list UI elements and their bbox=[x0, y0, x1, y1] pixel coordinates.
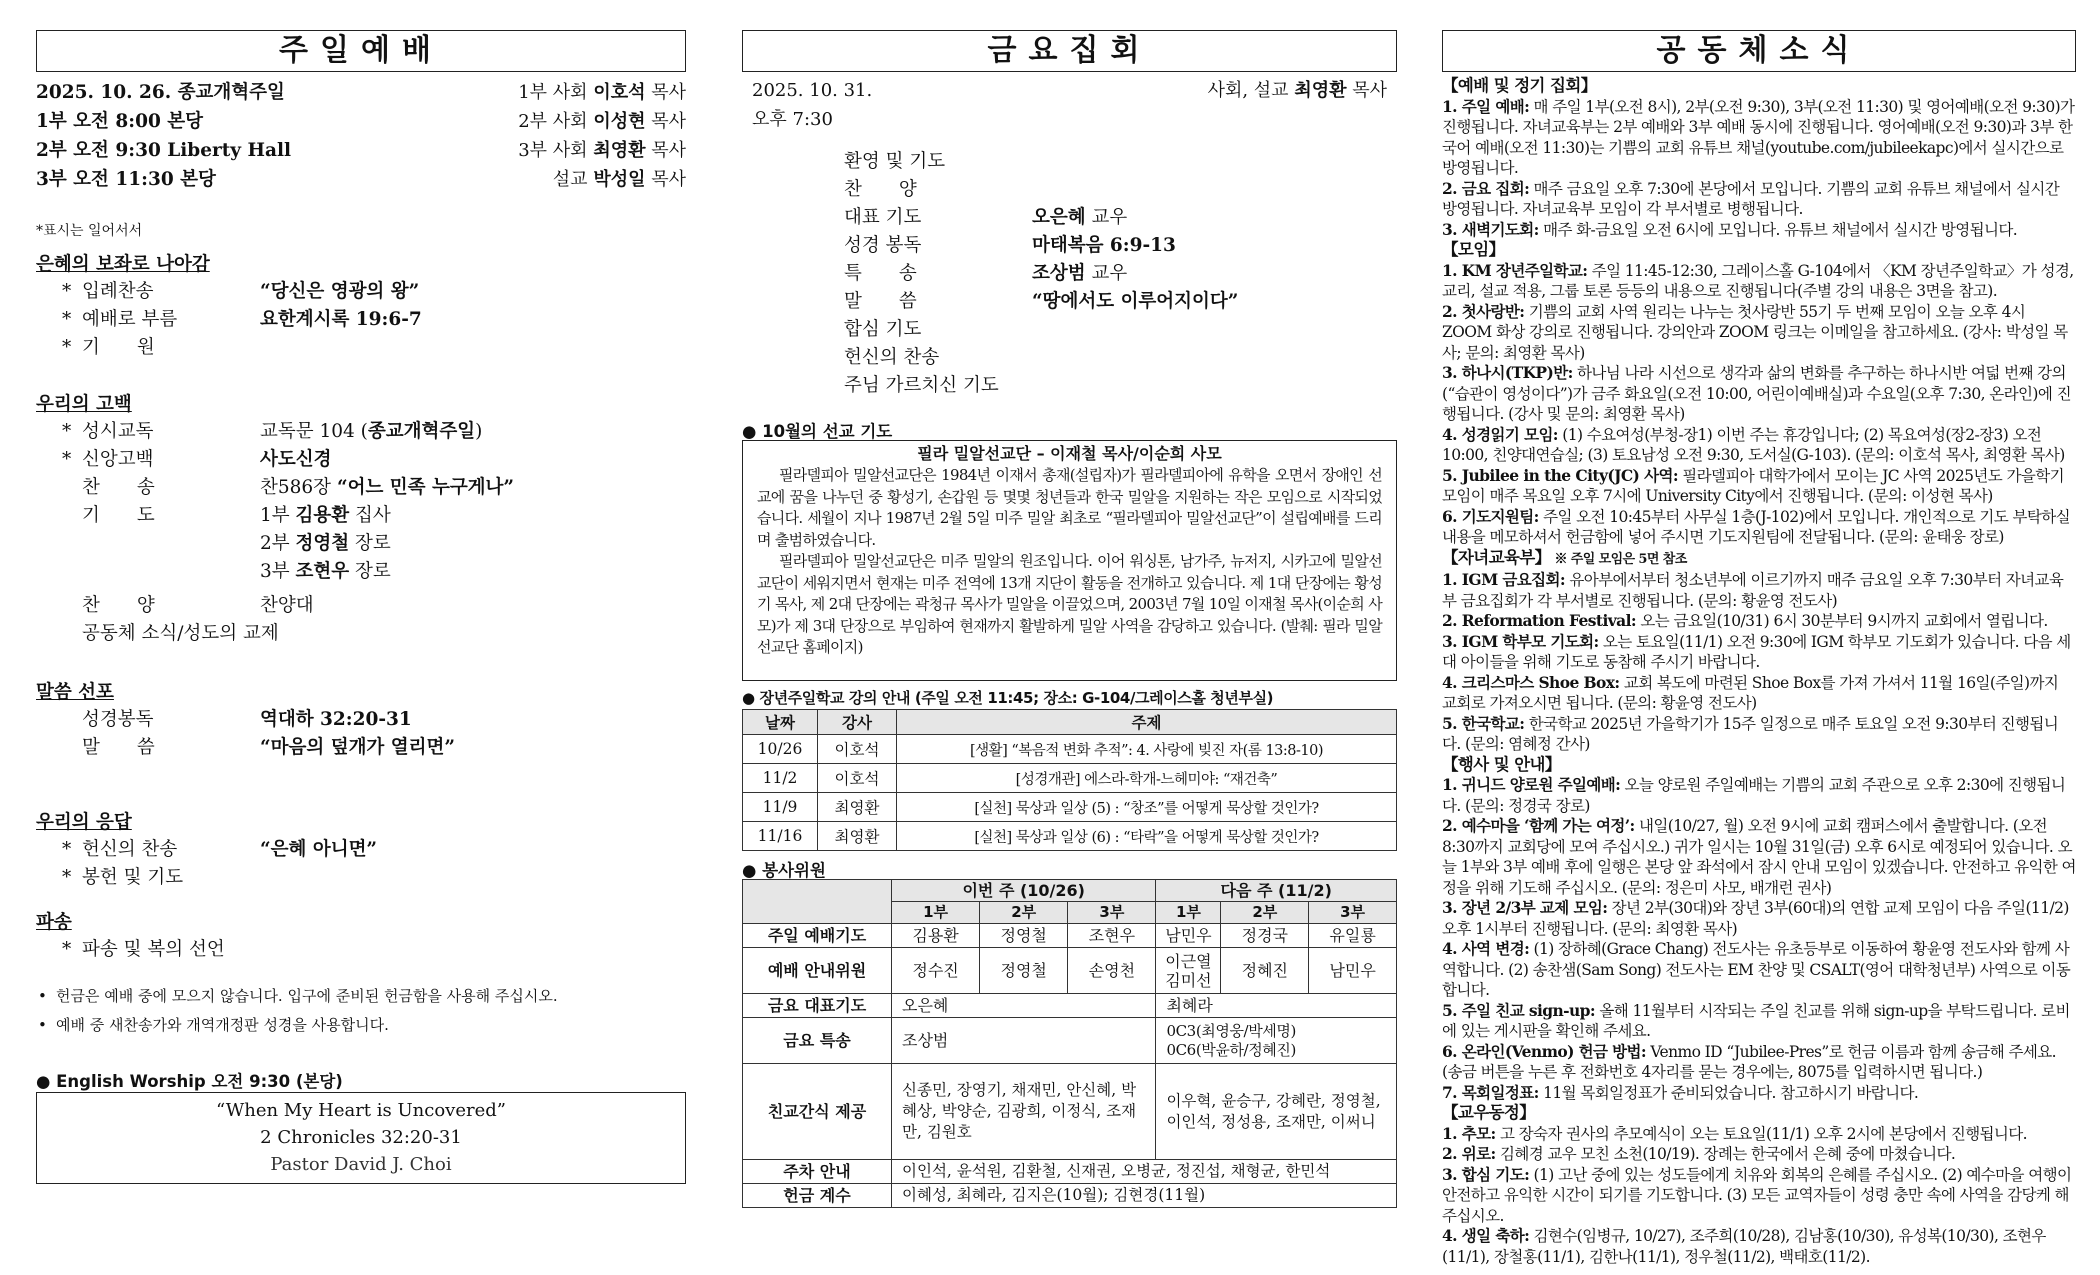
order-item: * 성시교독 교독문 104 (종교개혁주일) bbox=[62, 421, 483, 442]
news-group-title: 【모임】 bbox=[1442, 240, 1505, 259]
news-item: 5. 한국학교: 한국학교 2025년 가을학기가 15주 일정으로 매주 토요일 오전 9:30부터 진행됩니다. (문의: 염혜정 간사) bbox=[1442, 713, 2059, 753]
order-item: 3부 조현우 장로 bbox=[260, 561, 391, 582]
table-row: 금요 대표기도 오은혜 최혜라 bbox=[743, 994, 1397, 1018]
service-leaders bbox=[518, 78, 686, 194]
order-item: 헌신의 찬송 bbox=[844, 347, 940, 368]
news-item: 4. 생일 축하: 김현수(임병규, 10/27), 조주희(10/28), 김남홍(10/30), 유성복(10/30), 조현우(11/1), 장철홍(11/1), 김한나(11/1), 정우철(11/2), 백태호(11/2). bbox=[1442, 1226, 2046, 1266]
section-title: 은혜의 보좌로 나아감 bbox=[36, 254, 210, 275]
friday-order bbox=[742, 148, 1397, 400]
news-item: 4. 크리스마스 Shoe Box: 교회 복도에 마련된 Shoe Box를 가져 가셔서 11월 16일(주일)까지 교회로 가져오시면 됩니다. (문의: 황윤영 전도사) bbox=[1442, 672, 2059, 712]
table-row: 10/26 이호석 [생활] “복음적 변화 추적”: 4. 사랑에 빚진 자(롬 13:8-10) bbox=[743, 735, 1397, 764]
school-heading: ● 장년주일학교 강의 안내 (주일 오전 11:45; 장소: G-104/그레이스홀 청년부실) bbox=[742, 689, 1274, 707]
sermon-title-english: “When My Heart is Uncovered” bbox=[216, 1100, 506, 1121]
order-item: 찬 송 찬586장 “어느 민족 누구게나” bbox=[82, 477, 515, 498]
order-item: 주님 가르치신 기도 bbox=[844, 375, 999, 396]
news-item: 6. 기도지원팀: 주일 오전 10:45부터 사무실 1층(J-102)에서 모입니다. 개인적으로 기도 부탁하실 내용을 메모하셔서 헌금함에 넣어 주시면 기도지원팀에 전달됩니다. (문의: 윤태웅 장로) bbox=[1442, 506, 2070, 546]
leader-row: 1부 사회 이호석 목사 bbox=[518, 82, 686, 103]
news-item: 7. 목회일정표: 11월 목회일정표가 준비되었습니다. 참고하시기 바랍니다. bbox=[1442, 1082, 1919, 1102]
school-table bbox=[742, 709, 1397, 851]
sunday-worship-column bbox=[36, 30, 686, 1184]
order-item: * 봉헌 및 기도 bbox=[62, 867, 184, 888]
order-item: * 파송 및 복의 선언 bbox=[62, 939, 225, 960]
friday-date: 2025. 10. 31. bbox=[752, 80, 873, 101]
friday-column bbox=[742, 30, 1397, 1208]
english-worship-heading: ● English Worship 오전 9:30 (본당) bbox=[36, 1072, 343, 1091]
news-group-title: 【교우동정】 bbox=[1442, 1103, 1536, 1122]
table-header: 1부 2부 3부 1부 2부 3부 bbox=[743, 902, 1397, 924]
leader-row: 3부 사회 최영환 목사 bbox=[518, 140, 686, 161]
note-item: • 헌금은 예배 중에 모으지 않습니다. 입구에 준비된 헌금함을 사용해 주십시오. bbox=[38, 987, 558, 1005]
order-item: 말 씀 “마음의 덮개가 열리면” bbox=[82, 737, 456, 758]
service-time-3: 3부 오전 11:30 본당 bbox=[36, 169, 216, 190]
mission-title: 필라 밀알선교단 – 이재철 목사/이순희 사모 bbox=[917, 444, 1222, 463]
note-item: • 예배 중 새찬송가와 개역개정판 성경을 사용합니다. bbox=[38, 1016, 389, 1034]
friday-time: 오후 7:30 bbox=[752, 109, 833, 130]
standing-note: *표시는 일어서서 bbox=[36, 223, 143, 239]
order-item: 공동체 소식/성도의 교제 bbox=[82, 623, 279, 644]
section-title: 우리의 응답 bbox=[36, 812, 132, 833]
table-row: 금요 특송 조상범 0C3(최영웅/박세명) 0C6(박윤하/정혜진) bbox=[743, 1018, 1397, 1064]
news-item: 1. KM 장년주일학교: 주일 11:45-12:30, 그레이스홀 G-104에서 〈KM 장년주일학교〉가 성경, 교리, 설교 적용, 그룹 토론 등등의 내용으로 진행됩니다(주별 강의 내용은 3면을 참고). bbox=[1442, 260, 2074, 300]
service-time-2: 2부 오전 9:30 Liberty Hall bbox=[36, 140, 291, 161]
table-row: 주일 예배기도 김용환 정영철 조현우 남민우 정경국 유일룡 bbox=[743, 924, 1397, 948]
news-banner: 공동체소식 bbox=[1442, 30, 2076, 72]
news-item: 1. 귀니드 양로원 주일예배: 오늘 양로원 주일예배는 기쁨의 교회 주관으로 오후 2:30에 진행됩니다. (문의: 정경국 장로) bbox=[1442, 775, 2066, 815]
order-item: * 헌신의 찬송 “은혜 아니면” bbox=[62, 839, 378, 860]
news-item: 1. 주일 예배: 매 주일 1부(오전 8시), 2부(오전 9:30), 3부(오전 11:30) 및 영어예배(오전 9:30)가 진행됩니다. 자녀교육부는 2부 예배와 3부 예배 동시에 진행됩니다. 영어예배(오전 9:30)과 3부 한국어 예배(오전 11:30)는 기쁨의 교회 유튜브 채널(youtube.com/jubileekapc)에서 실시간으로 방영됩니다. bbox=[1442, 96, 2075, 177]
friday-leader: 사회, 설교 최영환 목사 bbox=[1207, 80, 1387, 101]
sunday-date: 2025. 10. 26. 종교개혁주일 bbox=[36, 82, 285, 103]
order-item: 성경봉독 역대하 32:20-31 bbox=[82, 709, 412, 730]
table-row: 주차 안내 이인석, 윤석원, 김환철, 신재권, 오병균, 정진섭, 채형균, 한민석 bbox=[743, 1160, 1397, 1184]
news-item: 5. 주일 친교 sign-up: 올해 11월부터 시작되는 주일 친교를 위해 sign-up을 부탁드립니다. 로비에 있는 게시판을 확인해 주세요. bbox=[1442, 1000, 2070, 1040]
mission-paragraph: 필라델피아 밀알선교단은 미주 밀알의 원조입니다. 이어 워싱톤, 남가주, 뉴저지, 시카고에 밀알선교단이 세워지면서 현재는 미주 전역에 13개 지단이 활동을 전개하고 있습니다. 제 1대 단장에는 황성기 목사, 제 2대 단장에는 곽청규 목사가 밀알을 이끌었으며, 2003년 7월 10일 이재철 목사(이순희 사모)가 제 3대 단장으로 부임하여 현재까지 활발하게 밀알 사역을 감당하고 있습니다. (발췌: 필라 밀알선교단 홈페이지) bbox=[757, 552, 1382, 656]
section-title: 우리의 고백 bbox=[36, 394, 132, 415]
leader-row: 설교 박성일 목사 bbox=[552, 169, 686, 190]
community-news-column bbox=[1442, 30, 2076, 1267]
mission-box bbox=[742, 440, 1397, 681]
table-row: 예배 안내위원 정수진 정영철 손영천 이근열 김미선 정혜진 남민우 bbox=[743, 948, 1397, 994]
order-item: 대표 기도 오은혜 교우 bbox=[844, 207, 1128, 228]
news-item: 5. Jubilee in the City(JC) 사역: 필라델피아 대학가에서 모이는 JC 사역 2025년도 가을학기 모임이 매주 목요일 오후 7시에 University City에서 진행됩니다. (문의: 이성현 목사) bbox=[1442, 465, 2064, 505]
sermon-verse-english: 2 Chronicles 32:20-31 bbox=[260, 1127, 462, 1148]
news-item: 1. IGM 금요집회: 유아부에서부터 청소년부에 이르기까지 매주 금요일 오후 7:30부터 자녀교육부 금요집회가 각 부서별로 진행됩니다. (문의: 황윤영 전도사) bbox=[1442, 570, 2064, 610]
news-group-title: 【자녀교육부】 ※ 주일 모임은 5면 참조 bbox=[1442, 547, 1687, 567]
table-header: 이번 주 (10/26) 다음 주 (11/2) bbox=[743, 880, 1397, 902]
order-item: 특 송 조상범 교우 bbox=[844, 263, 1128, 284]
news-item: 3. 하나시(TKP)반: 하나님 나라 시선으로 생각과 삶의 변화를 추구하는 하나시반 여덟 번째 강의(“습관이 영성이다”)가 금주 화요일(오전 10:00, 어린이예배실)과 수요일(오후 7:30, 온라인)에 진행됩니다. (강사 및 문의: 최영환 목사) bbox=[1442, 363, 2071, 423]
sunday-header bbox=[36, 78, 686, 198]
news-item: 2. 금요 집회: 매주 금요일 오후 7:30에 본당에서 모입니다. 기쁨의 교회 유튜브 채널에서 실시간 방영됩니다. 자녀교육부 모임이 각 부서별로 병행됩니다. bbox=[1442, 178, 2060, 218]
friday-banner: 금요집회 bbox=[742, 30, 1397, 72]
worship-notes bbox=[36, 982, 686, 1040]
service-time-1: 1부 오전 8:00 본당 bbox=[36, 111, 203, 132]
news-item: 6. 온라인(Venmo) 헌금 방법: Venmo ID “Jubilee-Pres”로 헌금 이름과 함께 송금해 주세요. (송금 버튼을 누른 후 전화번호 4자리를 묻는 경우에는, 8075를 입력하시면 됩니다.) bbox=[1442, 1041, 2056, 1081]
news-item: 3. IGM 학부모 기도회: 오는 토요일(11/1) 오전 9:30에 IGM 학부모 기도회가 있습니다. 다음 세대 아이들을 위해 기도로 동참해 주시기 바랍니다. bbox=[1442, 631, 2071, 671]
order-item: 합심 기도 bbox=[844, 319, 922, 340]
order-item: 찬 양 bbox=[844, 179, 917, 200]
sunday-banner: 주일예배 bbox=[36, 30, 686, 72]
leader-row: 2부 사회 이성현 목사 bbox=[518, 111, 686, 132]
order-item: 환영 및 기도 bbox=[844, 151, 946, 172]
mission-heading: ● 10월의 선교 기도 bbox=[742, 422, 893, 441]
order-item: 2부 정영철 장로 bbox=[260, 533, 391, 554]
volunteers-heading: ● 봉사위원 bbox=[742, 861, 826, 880]
news-item: 3. 합심 기도: (1) 고난 중에 있는 성도들에게 치유와 회복의 은혜를 주십시오. (2) 예수마을 여행이 안전하고 유익한 시간이 되기를 기도합니다. (3) 모든 교역자들이 성령 충만 속에 사역을 감당케 해 주십시오. bbox=[1442, 1164, 2072, 1225]
table-row: 11/16 최영환 [실천] 묵상과 일상 (6) : “타락”을 어떻게 묵상할 것인가? bbox=[743, 822, 1397, 851]
order-item: 말 씀 “땅에서도 이루어지이다” bbox=[844, 291, 1239, 312]
volunteers-table bbox=[742, 879, 1397, 1208]
mission-paragraph: 필라델피아 밀알선교단은 1984년 이재서 총재(설립자)가 필라델피아에 유학을 오면서 장애인 선교에 꿈을 나누던 중 황성기, 손갑원 등 몇몇 청년들과 한국 밀알을 지원하는 작은 모임으로 시작되었습니다. 세월이 지나 1987년 2월 5일 미주 밀알 최초로 “필라델피아 밀알선교단”이 설립예배를 드리며 출범하였습니다. bbox=[757, 466, 1383, 549]
order-item: * 예배로 부름 요한계시록 19:6-7 bbox=[62, 309, 422, 330]
order-item: * 입례찬송 “당신은 영광의 왕” bbox=[62, 281, 420, 302]
news-item: 1. 추모: 고 장숙자 권사의 추모예식이 오는 토요일(11/1) 오후 2시에 본당에서 진행됩니다. bbox=[1442, 1123, 2028, 1143]
table-header: 날짜 강사 주제 bbox=[743, 710, 1397, 735]
table-row: 친교간식 제공 신종민, 장영기, 채재민, 안신혜, 박혜상, 박양순, 김광희, 이정식, 조재만, 김원호 이우혁, 윤승구, 강혜란, 정영철, 이인석, 정성용, 조재만, 이써니 bbox=[743, 1064, 1397, 1160]
table-row: 11/2 이호석 [성경개관] 에스라-학개-느헤미야: “재건축” bbox=[743, 764, 1397, 793]
news-body bbox=[1442, 76, 2076, 1267]
english-worship-box bbox=[36, 1092, 686, 1184]
pastor-name: Pastor David J. Choi bbox=[270, 1154, 452, 1175]
news-item: 2. Reformation Festival: 오는 금요일(10/31) 6시 30분부터 9시까지 교회에서 열립니다. bbox=[1442, 611, 2048, 630]
news-item: 2. 예수마을 ‘함께 가는 여정’: 내일(10/27, 월) 오전 9시에 교회 캠퍼스에서 출발합니다. (오전 8:30까지 교회당에 모여 주십시오.) 귀가 일시는 10월 31일(금) 오후 6시로 예정되어 있습니다. 오늘 1부와 3부 예배 후에 일행은 본당 앞 좌석에서 잠시 안내 모임이 있겠습니다. 안전하고 유익한 여정을 위해 기도해 주십시오. (문의: 정은미 사모, 배개런 권사) bbox=[1442, 816, 2076, 897]
news-item: 3. 새벽기도회: 매주 화-금요일 오전 6시에 모입니다. 유튜브 채널에서 실시간 방영됩니다. bbox=[1442, 219, 2018, 239]
table-row: 헌금 계수 이혜성, 최혜라, 김지은(10월); 김현경(11월) bbox=[743, 1184, 1397, 1208]
news-item: 3. 장년 2/3부 교제 모임: 장년 2부(30대)와 장년 3부(60대)의 연합 교제 모임이 다음 주일(11/2) 오후 1시부터 진행됩니다. (문의: 최영환 목사) bbox=[1442, 898, 2069, 938]
news-group-title: 【예배 및 정기 집회】 bbox=[1442, 76, 1597, 95]
order-item: * 기 원 bbox=[62, 337, 155, 358]
order-item: 기 도 1부 김용환 집사 bbox=[82, 505, 391, 526]
order-item: * 신앙고백 사도신경 bbox=[62, 449, 332, 470]
order-item: 성경 봉독 마태복음 6:9-13 bbox=[844, 235, 1176, 256]
news-item: 4. 성경읽기 모임: (1) 수요여성(부청-장1) 이번 주는 휴강입니다; (2) 목요여성(장2-장3) 오전 10:00, 친양대연습실; (3) 토요남성 오전 9:30, 도서실(G-103). (문의: 이호석 목사, 최영환 목사) bbox=[1442, 424, 2065, 464]
section-title: 말씀 선포 bbox=[36, 682, 114, 703]
news-item: 2. 첫사랑반: 기쁨의 교회 사역 원리는 나누는 첫사랑반 55기 두 번째 모임이 오늘 오후 4시 ZOOM 화상 강의로 진행됩니다. 강의안과 ZOOM 링크는 이메일을 참고하세요. (강사: 박성일 목사; 문의: 최영환 목사) bbox=[1442, 301, 2068, 362]
section-title: 파송 bbox=[36, 912, 72, 933]
news-item: 2. 위로: 김혜경 교우 모친 소천(10/19). 장례는 한국에서 은혜 중에 마쳤습니다. bbox=[1442, 1144, 1956, 1163]
friday-header bbox=[742, 76, 1397, 134]
news-group-title: 【행사 및 안내】 bbox=[1442, 754, 1561, 774]
order-item: 찬 양 찬양대 bbox=[82, 595, 314, 616]
table-row: 11/9 최영환 [실천] 묵상과 일상 (5) : “창조”를 어떻게 묵상할 것인가? bbox=[743, 793, 1397, 822]
news-item: 4. 사역 변경: (1) 장하혜(Grace Chang) 전도사는 유초등부로 이동하여 황윤영 전도사와 함께 사역합니다. (2) 송찬샘(Sam Song) 전도사는 EM 찬양 및 CSALT(영어 대학청년부) 사역으로 이동합니다. bbox=[1442, 939, 2071, 999]
